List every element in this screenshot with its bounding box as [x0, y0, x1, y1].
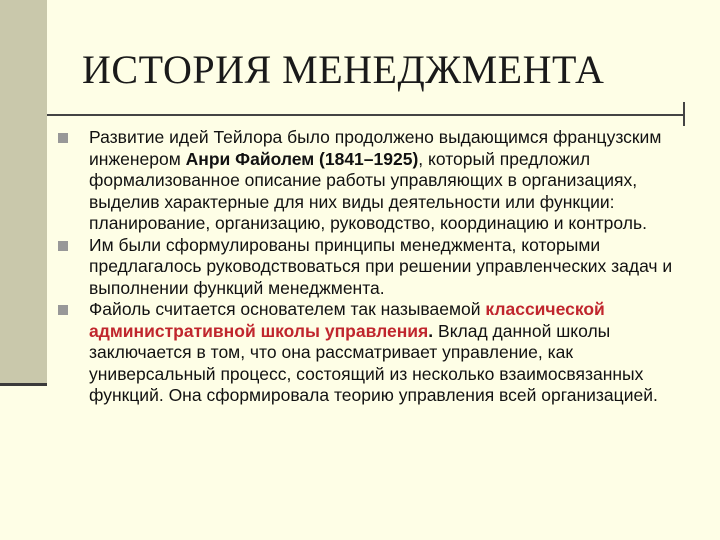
bullet-list	[58, 127, 698, 407]
slide-title: ИСТОРИЯ МЕНЕДЖМЕНТА	[82, 47, 605, 92]
bullet-bold-text: Анри Файолем (1841–1925)	[185, 148, 419, 169]
title-underline-tick	[683, 102, 685, 126]
bullet-highlight-text: классической административной школы управления	[89, 299, 605, 341]
square-bullet-icon	[58, 241, 68, 251]
bullet-text: Вклад данной школы заключается в том, что она рассматривает управление, как универсальный процесс, состоящий из несколько взаимосвязанных функций. Она сформировала теорию управления всей организацией.	[89, 320, 658, 405]
bullet-item	[58, 235, 698, 300]
decorative-sidebar	[0, 0, 47, 384]
title-underline	[47, 114, 684, 116]
square-bullet-icon	[58, 305, 68, 315]
bullet-text: , который предложил формализованное описание работы управляющих в организациях, выделив характерные для них виды деятельности или функции: планирование, организацию, руководство, координацию и контроль.	[89, 148, 647, 233]
bullet-bold-text: .	[428, 320, 434, 341]
bullet-item	[58, 299, 698, 407]
sidebar-divider	[0, 383, 47, 386]
bullet-text: Им были сформулированы принципы менеджмента, которыми предлагалось руководствоваться при решении управленческих задач и выполнении функций менеджмента.	[89, 234, 673, 298]
bullet-item	[58, 127, 698, 235]
square-bullet-icon	[58, 133, 68, 143]
bullet-text: Развитие идей Тейлора было продолжено выдающимся французским инженером	[89, 127, 662, 169]
bullet-text: Файоль считается основателем так называемой	[89, 299, 486, 319]
